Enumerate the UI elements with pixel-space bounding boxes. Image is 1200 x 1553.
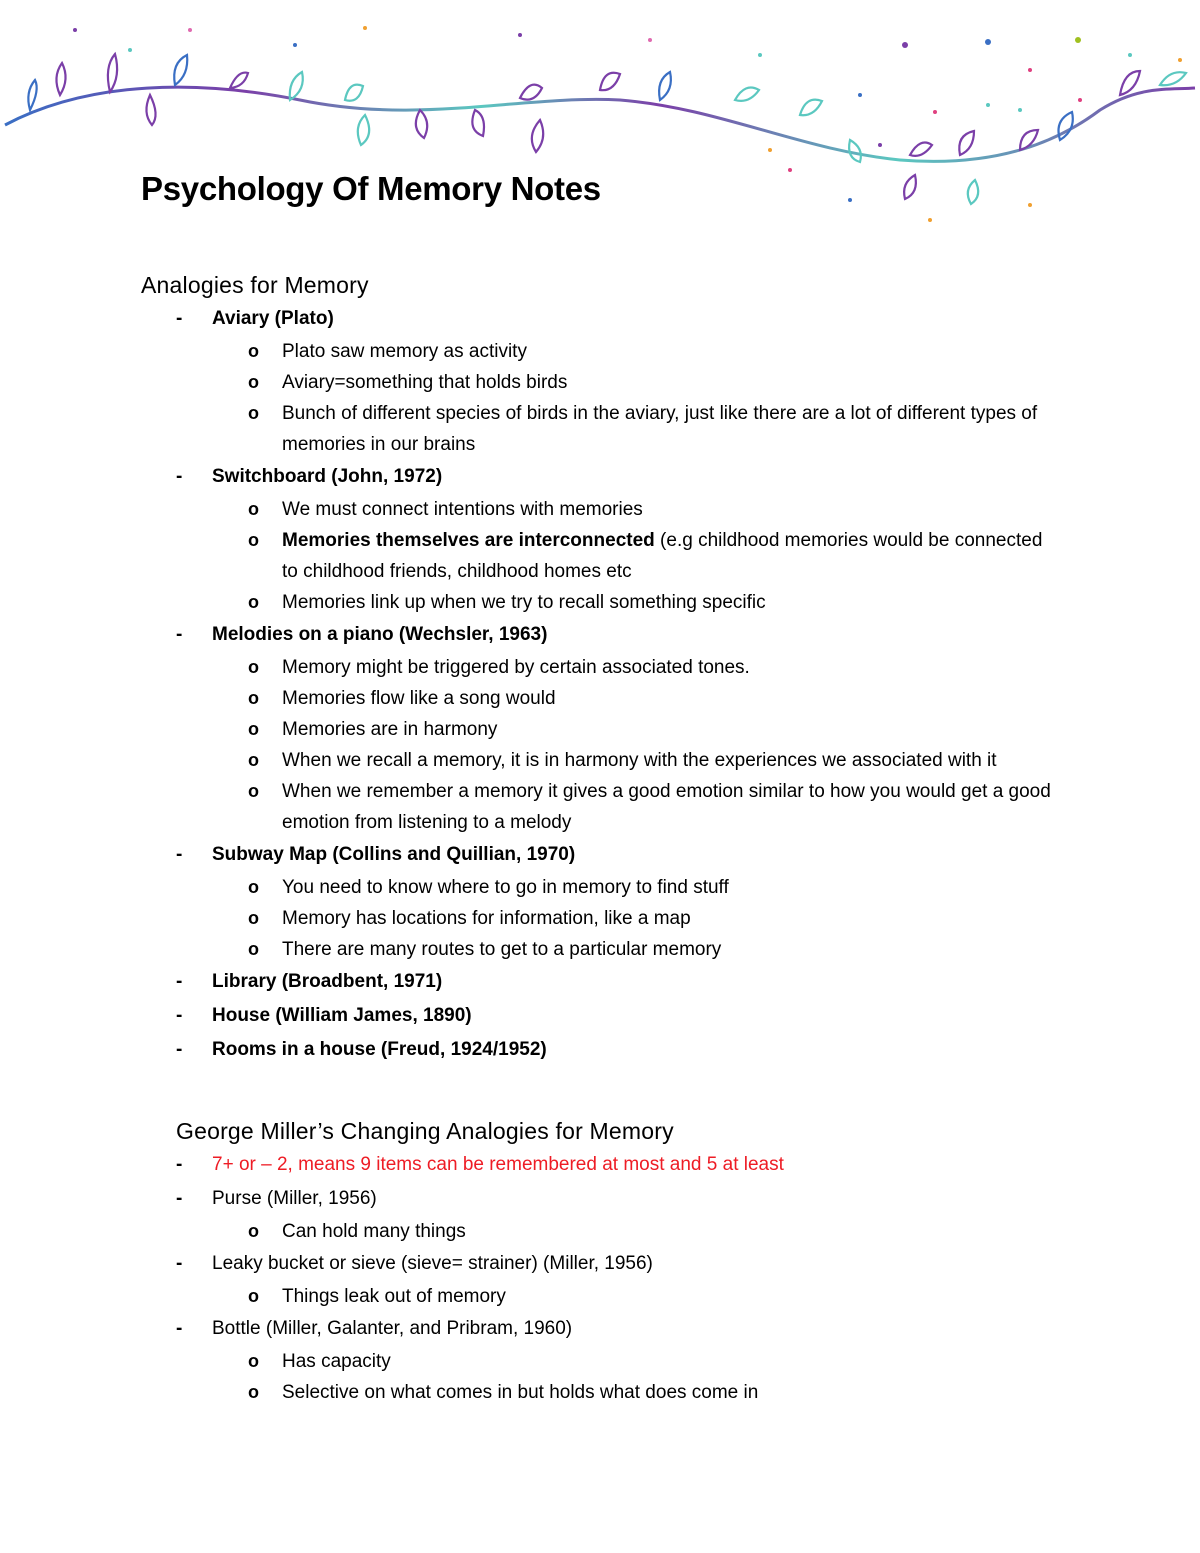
circle-bullet: o [248, 1286, 259, 1306]
circle-bullet: o [248, 877, 259, 897]
dash-bullet: - [176, 624, 183, 645]
circle-bullet: o [248, 1221, 259, 1241]
dash-bullet: - [176, 1318, 183, 1339]
list-item: - Switchboard (John, 1972) [141, 460, 1062, 494]
sub-list-item: o There are many routes to get to a particular memory [141, 934, 1062, 965]
circle-bullet: o [248, 530, 259, 550]
list-item: - Purse (Miller, 1956) [141, 1182, 1062, 1216]
list-item: - Rooms in a house (Freud, 1924/1952) [141, 1033, 1062, 1067]
dash-bullet: - [176, 1039, 183, 1060]
list-item: - Library (Broadbent, 1971) [141, 965, 1062, 999]
page-title: Psychology Of Memory Notes [141, 170, 601, 207]
section-miller-analogies [141, 1114, 1062, 1408]
circle-bullet: o [248, 688, 259, 708]
sub-list-item: o Selective on what comes in but holds what does come in [141, 1377, 1062, 1408]
sub-list-item: o Memories flow like a song would [141, 683, 1062, 714]
list-item: - Melodies on a piano (Wechsler, 1963) [141, 618, 1062, 652]
sub-list-item: o Memory has locations for information, like a map [141, 903, 1062, 934]
sub-list-item: o Can hold many things [141, 1216, 1062, 1247]
dash-bullet: - [176, 308, 183, 329]
section-heading: Analogies for Memory [141, 272, 369, 298]
list-item: - Bottle (Miller, Galanter, and Pribram, 1960) [141, 1312, 1062, 1346]
dash-bullet: - [176, 1154, 183, 1175]
circle-bullet: o [248, 781, 259, 801]
section-analogies [141, 268, 1062, 1067]
sub-list-item: o When we remember a memory it gives a good emotion similar to how you would get a good emotion from listening to a melody [141, 776, 1062, 838]
circle-bullet: o [248, 372, 259, 392]
sub-list-item: o Things leak out of memory [141, 1281, 1062, 1312]
circle-bullet: o [248, 750, 259, 770]
circle-bullet: o [248, 1351, 259, 1371]
circle-bullet: o [248, 341, 259, 361]
circle-bullet: o [248, 403, 259, 423]
sub-list-item: o We must connect intentions with memories [141, 494, 1062, 525]
list-item: - House (William James, 1890) [141, 999, 1062, 1033]
sub-list-item: o Memories themselves are interconnected (e.g childhood memories would be connected to childhood friends, childhood homes etc [141, 525, 1062, 587]
sub-list-item: o Memories link up when we try to recall something specific [141, 587, 1062, 618]
circle-bullet: o [248, 1382, 259, 1402]
circle-bullet: o [248, 908, 259, 928]
circle-bullet: o [248, 499, 259, 519]
dash-bullet: - [176, 1005, 183, 1026]
sub-list-item: o You need to know where to go in memory to find stuff [141, 872, 1062, 903]
sub-list-item: o Memories are in harmony [141, 714, 1062, 745]
dash-bullet: - [176, 844, 183, 865]
dash-bullet: - [176, 1188, 183, 1209]
sub-list-item: o Bunch of different species of birds in the aviary, just like there are a lot of different types of memories in our brains [141, 398, 1062, 460]
sub-list-item: o Memory might be triggered by certain associated tones. [141, 652, 1062, 683]
sub-list-item: o When we recall a memory, it is in harmony with the experiences we associated with it [141, 745, 1062, 776]
list-item-highlight: - 7+ or – 2, means 9 items can be remembered at most and 5 at least [141, 1148, 1062, 1182]
sub-list-item: o Plato saw memory as activity [141, 336, 1062, 367]
section-heading: George Miller’s Changing Analogies for Memory [176, 1118, 674, 1144]
dash-bullet: - [176, 1253, 183, 1274]
sub-list-item: o Aviary=something that holds birds [141, 367, 1062, 398]
circle-bullet: o [248, 592, 259, 612]
list-item: - Leaky bucket or sieve (sieve= strainer) (Miller, 1956) [141, 1247, 1062, 1281]
dash-bullet: - [176, 466, 183, 487]
list-item: - Aviary (Plato) [141, 302, 1062, 336]
sub-list-item: o Has capacity [141, 1346, 1062, 1377]
dash-bullet: - [176, 971, 183, 992]
circle-bullet: o [248, 719, 259, 739]
list-item: - Subway Map (Collins and Quillian, 1970) [141, 838, 1062, 872]
circle-bullet: o [248, 939, 259, 959]
circle-bullet: o [248, 657, 259, 677]
